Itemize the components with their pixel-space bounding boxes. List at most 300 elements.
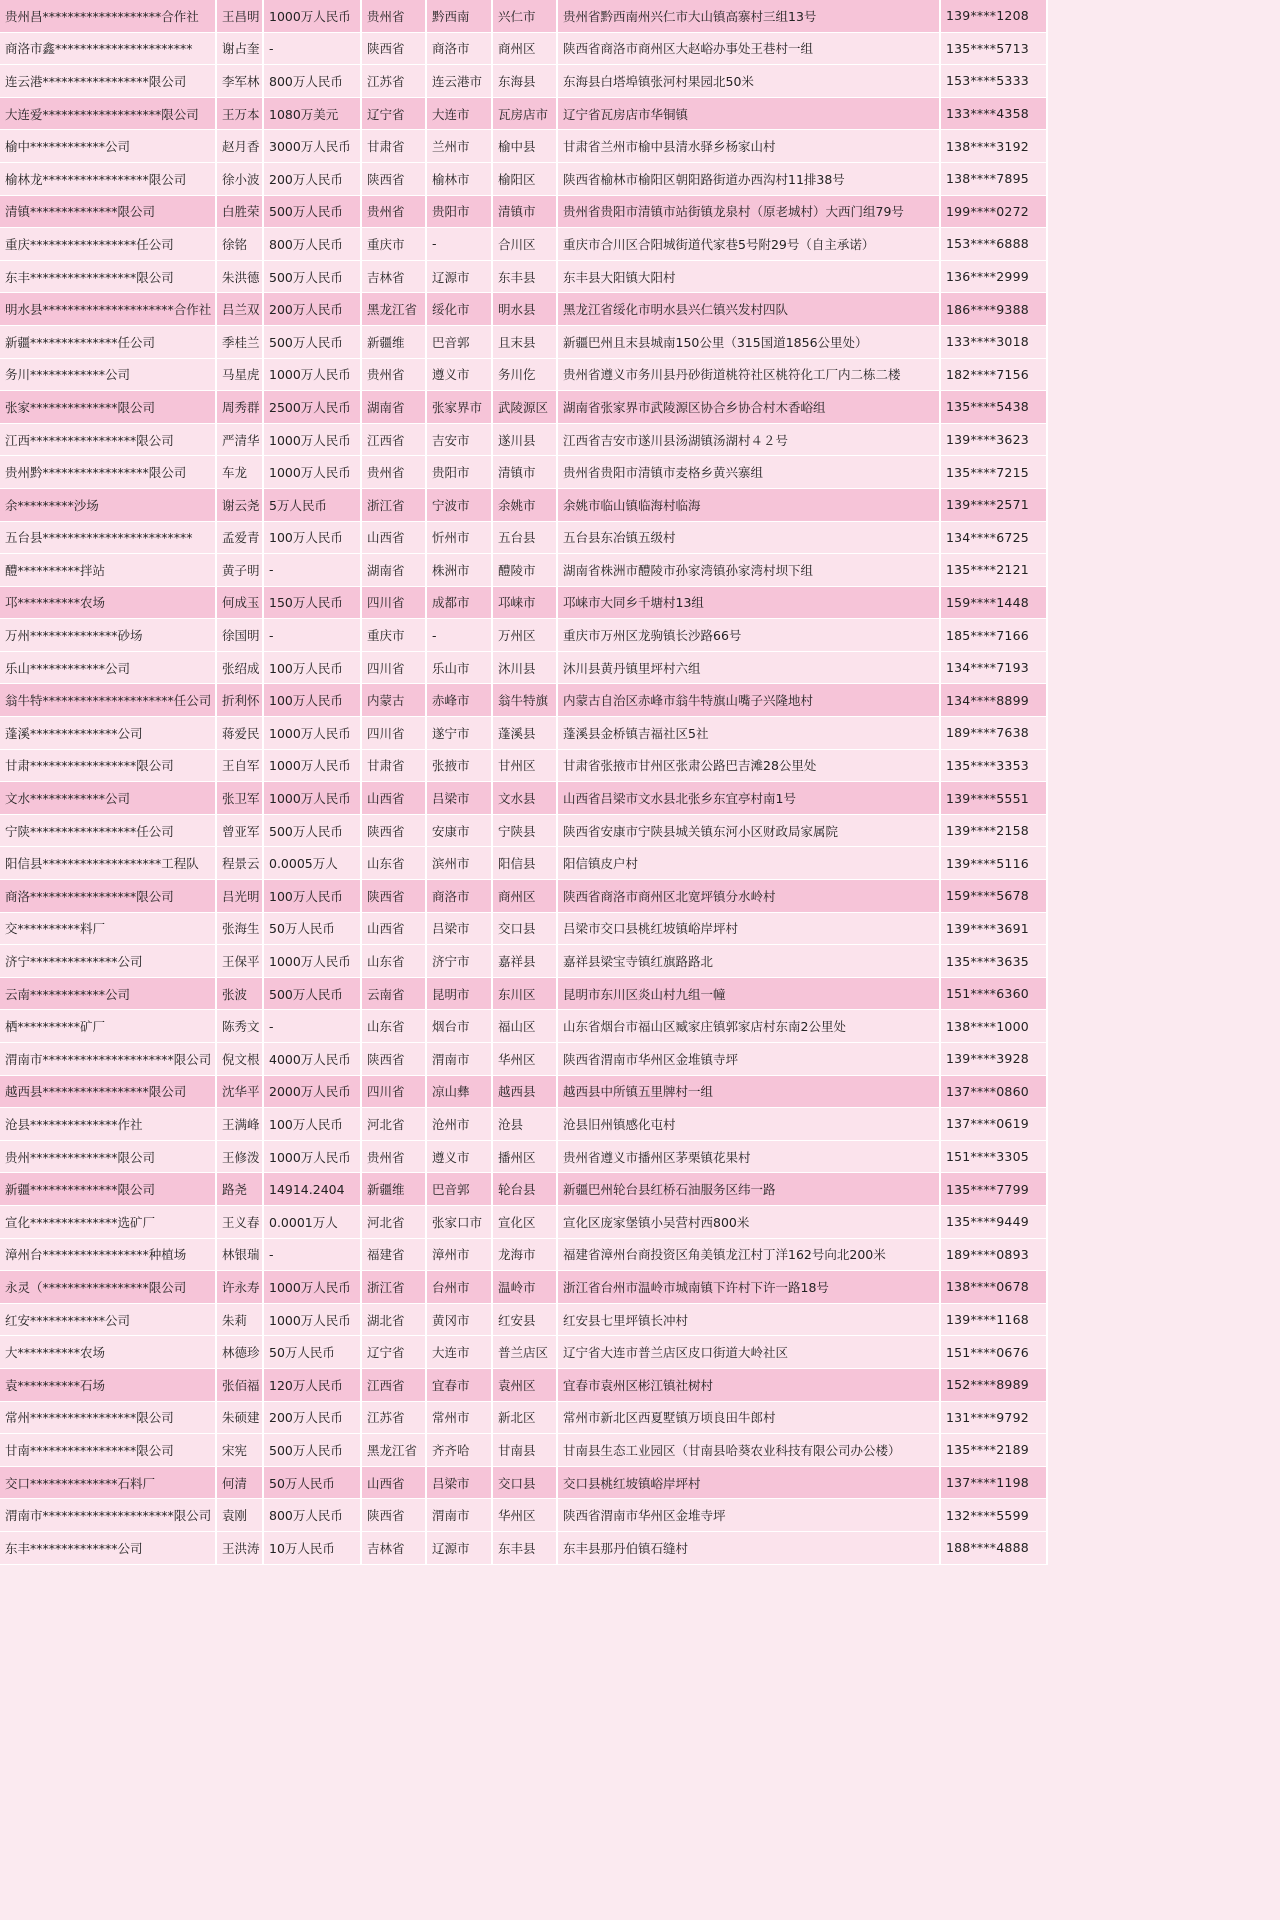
phone-cell: 139****3928 [940,1043,1047,1076]
city-cell: 齐齐哈 [426,1434,492,1467]
company-name-cell: 邛**********农场 [0,586,216,619]
table-row [0,847,1047,880]
district-cell: 且末县 [492,325,557,358]
city-cell: 张掖市 [426,749,492,782]
province-cell: 山东省 [361,945,426,978]
phone-cell: 135****7799 [940,1173,1047,1206]
city-cell: 贵阳市 [426,456,492,489]
district-cell: 红安县 [492,1303,557,1336]
district-cell: 邛崃市 [492,586,557,619]
table-row [0,488,1047,521]
address-cell: 东丰县大阳镇大阳村 [557,260,940,293]
table-row [0,1336,1047,1369]
company-name-cell: 榆林龙*****************限公司 [0,162,216,195]
legal-person-cell: 吕光明 [216,880,263,913]
table-row [0,1401,1047,1434]
city-cell: 济宁市 [426,945,492,978]
address-cell: 重庆市合川区合阳城街道代家巷5号附29号（自主承诺） [557,228,940,261]
legal-person-cell: 季桂兰 [216,325,263,358]
table-row [0,130,1047,163]
city-cell: 成都市 [426,586,492,619]
registered-capital-cell: 120万人民币 [263,1368,361,1401]
company-name-cell: 大**********农场 [0,1336,216,1369]
registered-capital-cell: 0.0001万人 [263,1205,361,1238]
registered-capital-cell: 1000万人民币 [263,358,361,391]
city-cell: 大连市 [426,97,492,130]
province-cell: 浙江省 [361,1271,426,1304]
phone-cell: 135****9449 [940,1205,1047,1238]
phone-cell: 152****8989 [940,1368,1047,1401]
city-cell: 巴音郭 [426,325,492,358]
district-cell: 播州区 [492,1140,557,1173]
province-cell: 浙江省 [361,488,426,521]
phone-cell: 135****7215 [940,456,1047,489]
legal-person-cell: 周秀群 [216,391,263,424]
district-cell: 温岭市 [492,1271,557,1304]
company-name-cell: 济宁**************公司 [0,945,216,978]
company-name-cell: 江西*****************限公司 [0,423,216,456]
company-name-cell: 交口**************石料厂 [0,1466,216,1499]
address-cell: 福建省漳州台商投资区角美镇龙江村丁洋162号向北200米 [557,1238,940,1271]
table-row [0,717,1047,750]
address-cell: 东丰县那丹伯镇石缝村 [557,1531,940,1564]
table-row [0,97,1047,130]
address-cell: 新疆巴州且末县城南150公里（315国道1856公里处） [557,325,940,358]
province-cell: 新疆维 [361,325,426,358]
address-cell: 陕西省榆林市榆阳区朝阳路街道办西沟村11排38号 [557,162,940,195]
legal-person-cell: 张海生 [216,912,263,945]
registered-capital-cell: 1000万人民币 [263,717,361,750]
company-name-cell: 渭南市*********************限公司 [0,1043,216,1076]
table-row [0,293,1047,326]
city-cell: 遵义市 [426,1140,492,1173]
address-cell: 甘肃省张掖市甘州区张肃公路巴吉滩28公里处 [557,749,940,782]
district-cell: 醴陵市 [492,554,557,587]
registered-capital-cell: 1000万人民币 [263,456,361,489]
city-cell: 吕梁市 [426,1466,492,1499]
phone-cell: 137****0619 [940,1108,1047,1141]
district-cell: 嘉祥县 [492,945,557,978]
address-cell: 黑龙江省绥化市明水县兴仁镇兴发村四队 [557,293,940,326]
phone-cell: 182****7156 [940,358,1047,391]
address-cell: 山东省烟台市福山区臧家庄镇郭家店村东南2公里处 [557,1010,940,1043]
district-cell: 福山区 [492,1010,557,1043]
company-name-cell: 连云港*****************限公司 [0,65,216,98]
province-cell: 甘肃省 [361,749,426,782]
city-cell: 遂宁市 [426,717,492,750]
legal-person-cell: 朱洪德 [216,260,263,293]
table-row [0,782,1047,815]
province-cell: 四川省 [361,717,426,750]
table-row [0,1466,1047,1499]
table-row [0,195,1047,228]
registered-capital-cell: 200万人民币 [263,293,361,326]
district-cell: 明水县 [492,293,557,326]
province-cell: 山西省 [361,521,426,554]
phone-cell: 199****0272 [940,195,1047,228]
city-cell: 贵阳市 [426,195,492,228]
company-name-cell: 商洛市鑫********************** [0,32,216,65]
city-cell: 吕梁市 [426,912,492,945]
legal-person-cell: 徐铭 [216,228,263,261]
address-cell: 陕西省商洛市商州区大赵峪办事处王巷村一组 [557,32,940,65]
registered-capital-cell: 800万人民币 [263,228,361,261]
province-cell: 湖南省 [361,391,426,424]
address-cell: 贵州省黔西南州兴仁市大山镇高寨村三组13号 [557,0,940,32]
phone-cell: 153****6888 [940,228,1047,261]
district-cell: 五台县 [492,521,557,554]
phone-cell: 135****5713 [940,32,1047,65]
address-cell: 陕西省商洛市商州区北宽坪镇分水岭村 [557,880,940,913]
registered-capital-cell: 500万人民币 [263,195,361,228]
legal-person-cell: 吕兰双 [216,293,263,326]
company-name-cell: 交**********料厂 [0,912,216,945]
table-row [0,1173,1047,1206]
city-cell: 大连市 [426,1336,492,1369]
address-cell: 贵州省遵义市务川县丹砂街道桃符社区桃符化工厂内二栋二楼 [557,358,940,391]
district-cell: 蓬溪县 [492,717,557,750]
legal-person-cell: 朱莉 [216,1303,263,1336]
registered-capital-cell: 1000万人民币 [263,782,361,815]
company-name-cell: 贵州昌*******************合作社 [0,0,216,32]
registered-capital-cell: - [263,619,361,652]
district-cell: 东丰县 [492,260,557,293]
address-cell: 江西省吉安市遂川县汤湖镇汤湖村４２号 [557,423,940,456]
legal-person-cell: 王修泼 [216,1140,263,1173]
company-name-cell: 贵州**************限公司 [0,1140,216,1173]
legal-person-cell: 王万本 [216,97,263,130]
table-row [0,651,1047,684]
district-cell: 兴仁市 [492,0,557,32]
company-name-cell: 务川************公司 [0,358,216,391]
district-cell: 甘州区 [492,749,557,782]
table-row [0,1205,1047,1238]
phone-cell: 139****1208 [940,0,1047,32]
address-cell: 红安县七里坪镇长冲村 [557,1303,940,1336]
table-row [0,1531,1047,1564]
address-cell: 贵州省遵义市播州区茅栗镇花果村 [557,1140,940,1173]
phone-cell: 134****7193 [940,651,1047,684]
district-cell: 余姚市 [492,488,557,521]
city-cell: 安康市 [426,814,492,847]
phone-cell: 139****3623 [940,423,1047,456]
legal-person-cell: 张波 [216,977,263,1010]
phone-cell: 151****0676 [940,1336,1047,1369]
company-name-cell: 榆中************公司 [0,130,216,163]
phone-cell: 139****2158 [940,814,1047,847]
district-cell: 交口县 [492,912,557,945]
district-cell: 万州区 [492,619,557,652]
address-cell: 常州市新北区西夏墅镇万顷良田牛郎村 [557,1401,940,1434]
address-cell: 邛崃市大同乡千塘村13组 [557,586,940,619]
city-cell: 黔西南 [426,0,492,32]
province-cell: 黑龙江省 [361,293,426,326]
registered-capital-cell: 100万人民币 [263,521,361,554]
table-row [0,1434,1047,1467]
district-cell: 东川区 [492,977,557,1010]
district-cell: 遂川县 [492,423,557,456]
company-name-cell: 余*********沙场 [0,488,216,521]
province-cell: 新疆维 [361,1173,426,1206]
district-cell: 沐川县 [492,651,557,684]
legal-person-cell: 袁刚 [216,1499,263,1532]
province-cell: 陕西省 [361,162,426,195]
table-row [0,0,1047,32]
table-row [0,358,1047,391]
phone-cell: 159****1448 [940,586,1047,619]
province-cell: 辽宁省 [361,1336,426,1369]
table-row [0,1271,1047,1304]
registered-capital-cell: 200万人民币 [263,1401,361,1434]
table-row [0,880,1047,913]
city-cell: 宜春市 [426,1368,492,1401]
address-cell: 阳信镇皮户村 [557,847,940,880]
city-cell: 辽源市 [426,260,492,293]
city-cell: 商洛市 [426,32,492,65]
city-cell: 忻州市 [426,521,492,554]
address-cell: 嘉祥县梁宝寺镇红旗路路北 [557,945,940,978]
district-cell: 轮台县 [492,1173,557,1206]
legal-person-cell: 王昌明 [216,0,263,32]
address-cell: 沧县旧州镇感化屯村 [557,1108,940,1141]
province-cell: 重庆市 [361,228,426,261]
legal-person-cell: 程景云 [216,847,263,880]
city-cell: 宁波市 [426,488,492,521]
registered-capital-cell: 100万人民币 [263,651,361,684]
province-cell: 江苏省 [361,65,426,98]
legal-person-cell: 折利怀 [216,684,263,717]
legal-person-cell: 沈华平 [216,1075,263,1108]
city-cell: 烟台市 [426,1010,492,1043]
table-row [0,814,1047,847]
province-cell: 重庆市 [361,619,426,652]
address-cell: 内蒙古自治区赤峰市翁牛特旗山嘴子兴隆地村 [557,684,940,717]
company-name-cell: 大连爱*******************限公司 [0,97,216,130]
phone-cell: 153****5333 [940,65,1047,98]
phone-cell: 138****1000 [940,1010,1047,1043]
province-cell: 陕西省 [361,1043,426,1076]
address-cell: 吕梁市交口县桃红坡镇峪岸坪村 [557,912,940,945]
table-row [0,423,1047,456]
district-cell: 华州区 [492,1499,557,1532]
address-cell: 越西县中所镇五里牌村一组 [557,1075,940,1108]
table-row [0,1368,1047,1401]
phone-cell: 189****7638 [940,717,1047,750]
legal-person-cell: 何成玉 [216,586,263,619]
company-name-cell: 万州**************砂场 [0,619,216,652]
address-cell: 蓬溪县金桥镇吉福社区5社 [557,717,940,750]
district-cell: 榆中县 [492,130,557,163]
legal-person-cell: 黄子明 [216,554,263,587]
province-cell: 山东省 [361,847,426,880]
registered-capital-cell: 1000万人民币 [263,749,361,782]
province-cell: 江苏省 [361,1401,426,1434]
phone-cell: 139****5116 [940,847,1047,880]
registered-capital-cell: - [263,1238,361,1271]
address-cell: 甘肃省兰州市榆中县清水驿乡杨家山村 [557,130,940,163]
district-cell: 榆阳区 [492,162,557,195]
registered-capital-cell: 500万人民币 [263,977,361,1010]
company-name-cell: 商洛*****************限公司 [0,880,216,913]
company-name-cell: 红安************公司 [0,1303,216,1336]
registered-capital-cell: 500万人民币 [263,1434,361,1467]
registered-capital-cell: 500万人民币 [263,325,361,358]
table-row [0,684,1047,717]
legal-person-cell: 徐小波 [216,162,263,195]
phone-cell: 139****3691 [940,912,1047,945]
table-row [0,749,1047,782]
registered-capital-cell: 14914.2404 [263,1173,361,1206]
phone-cell: 139****5551 [940,782,1047,815]
phone-cell: 134****6725 [940,521,1047,554]
province-cell: 云南省 [361,977,426,1010]
address-cell: 湖南省株洲市醴陵市孙家湾镇孙家湾村坝下组 [557,554,940,587]
phone-cell: 132****5599 [940,1499,1047,1532]
company-name-cell: 袁**********石场 [0,1368,216,1401]
legal-person-cell: 王自军 [216,749,263,782]
city-cell: - [426,228,492,261]
phone-cell: 189****0893 [940,1238,1047,1271]
district-cell: 袁州区 [492,1368,557,1401]
registered-capital-cell: 150万人民币 [263,586,361,619]
city-cell: 株洲市 [426,554,492,587]
phone-cell: 135****2121 [940,554,1047,587]
address-cell: 宣化区庞家堡镇小吴营村西800米 [557,1205,940,1238]
legal-person-cell: 王洪涛 [216,1531,263,1564]
registered-capital-cell: 1000万人民币 [263,1140,361,1173]
phone-cell: 151****6360 [940,977,1047,1010]
district-cell: 越西县 [492,1075,557,1108]
city-cell: 赤峰市 [426,684,492,717]
city-cell: 滨州市 [426,847,492,880]
table-row [0,554,1047,587]
table-row [0,325,1047,358]
company-name-cell: 文水************公司 [0,782,216,815]
company-name-cell: 阳信县*******************工程队 [0,847,216,880]
province-cell: 陕西省 [361,32,426,65]
legal-person-cell: 张卫军 [216,782,263,815]
company-name-cell: 宣化**************选矿厂 [0,1205,216,1238]
city-cell: 张家口市 [426,1205,492,1238]
phone-cell: 138****7895 [940,162,1047,195]
legal-person-cell: 白胜荣 [216,195,263,228]
district-cell: 清镇市 [492,456,557,489]
phone-cell: 133****4358 [940,97,1047,130]
address-cell: 余姚市临山镇临海村临海 [557,488,940,521]
district-cell: 翁牛特旗 [492,684,557,717]
phone-cell: 135****5438 [940,391,1047,424]
province-cell: 四川省 [361,1075,426,1108]
legal-person-cell: 陈秀文 [216,1010,263,1043]
phone-cell: 134****8899 [940,684,1047,717]
table-row [0,619,1047,652]
province-cell: 江西省 [361,1368,426,1401]
address-cell: 贵州省贵阳市清镇市麦格乡黄兴寨组 [557,456,940,489]
table-row [0,162,1047,195]
district-cell: 交口县 [492,1466,557,1499]
legal-person-cell: 张绍成 [216,651,263,684]
registered-capital-cell: 5万人民币 [263,488,361,521]
district-cell: 商州区 [492,880,557,913]
city-cell: 张家界市 [426,391,492,424]
address-cell: 陕西省渭南市华州区金堆镇寺坪 [557,1043,940,1076]
table-row [0,586,1047,619]
address-cell: 昆明市东川区炎山村九组一幢 [557,977,940,1010]
province-cell: 贵州省 [361,195,426,228]
city-cell: 昆明市 [426,977,492,1010]
table-row [0,456,1047,489]
city-cell: 辽源市 [426,1531,492,1564]
address-cell: 沐川县黄丹镇里坪村六组 [557,651,940,684]
district-cell: 甘南县 [492,1434,557,1467]
address-cell: 交口县桃红坡镇峪岸坪村 [557,1466,940,1499]
company-name-cell: 张家**************限公司 [0,391,216,424]
province-cell: 山西省 [361,782,426,815]
company-name-cell: 醴**********拌站 [0,554,216,587]
company-name-cell: 常州*****************限公司 [0,1401,216,1434]
registered-capital-cell: 50万人民币 [263,912,361,945]
city-cell: - [426,619,492,652]
registered-capital-cell: - [263,32,361,65]
address-cell: 浙江省台州市温岭市城南镇下许村下许一路18号 [557,1271,940,1304]
phone-cell: 159****5678 [940,880,1047,913]
phone-cell: 151****3305 [940,1140,1047,1173]
province-cell: 江西省 [361,423,426,456]
province-cell: 陕西省 [361,1499,426,1532]
registered-capital-cell: 2000万人民币 [263,1075,361,1108]
phone-cell: 136****2999 [940,260,1047,293]
table-row [0,228,1047,261]
company-name-cell: 栖**********矿厂 [0,1010,216,1043]
address-cell: 山西省吕梁市文水县北张乡东宜亭村南1号 [557,782,940,815]
phone-cell: 135****3635 [940,945,1047,978]
district-cell: 东海县 [492,65,557,98]
district-cell: 东丰县 [492,1531,557,1564]
legal-person-cell: 路尧 [216,1173,263,1206]
district-cell: 合川区 [492,228,557,261]
table-row [0,1108,1047,1141]
address-cell: 贵州省贵阳市清镇市站街镇龙泉村（原老城村）大西门组79号 [557,195,940,228]
address-cell: 重庆市万州区龙驹镇长沙路66号 [557,619,940,652]
registered-capital-cell: 100万人民币 [263,684,361,717]
province-cell: 黑龙江省 [361,1434,426,1467]
district-cell: 瓦房店市 [492,97,557,130]
table-row [0,1140,1047,1173]
phone-cell: 138****0678 [940,1271,1047,1304]
company-name-cell: 甘肃*****************限公司 [0,749,216,782]
city-cell: 巴音郭 [426,1173,492,1206]
province-cell: 湖北省 [361,1303,426,1336]
company-name-cell: 新疆**************限公司 [0,1173,216,1206]
company-name-cell: 翁牛特*********************任公司 [0,684,216,717]
registered-capital-cell: 50万人民币 [263,1336,361,1369]
province-cell: 四川省 [361,651,426,684]
district-cell: 龙海市 [492,1238,557,1271]
city-cell: 台州市 [426,1271,492,1304]
province-cell: 内蒙古 [361,684,426,717]
district-cell: 武陵源区 [492,391,557,424]
table-row [0,1303,1047,1336]
company-name-cell: 乐山************公司 [0,651,216,684]
legal-person-cell: 林银瑞 [216,1238,263,1271]
city-cell: 漳州市 [426,1238,492,1271]
city-cell: 渭南市 [426,1043,492,1076]
legal-person-cell: 李军林 [216,65,263,98]
city-cell: 渭南市 [426,1499,492,1532]
registered-capital-cell: 1000万人民币 [263,423,361,456]
table-row [0,521,1047,554]
company-name-cell: 漳州台*****************种植场 [0,1238,216,1271]
